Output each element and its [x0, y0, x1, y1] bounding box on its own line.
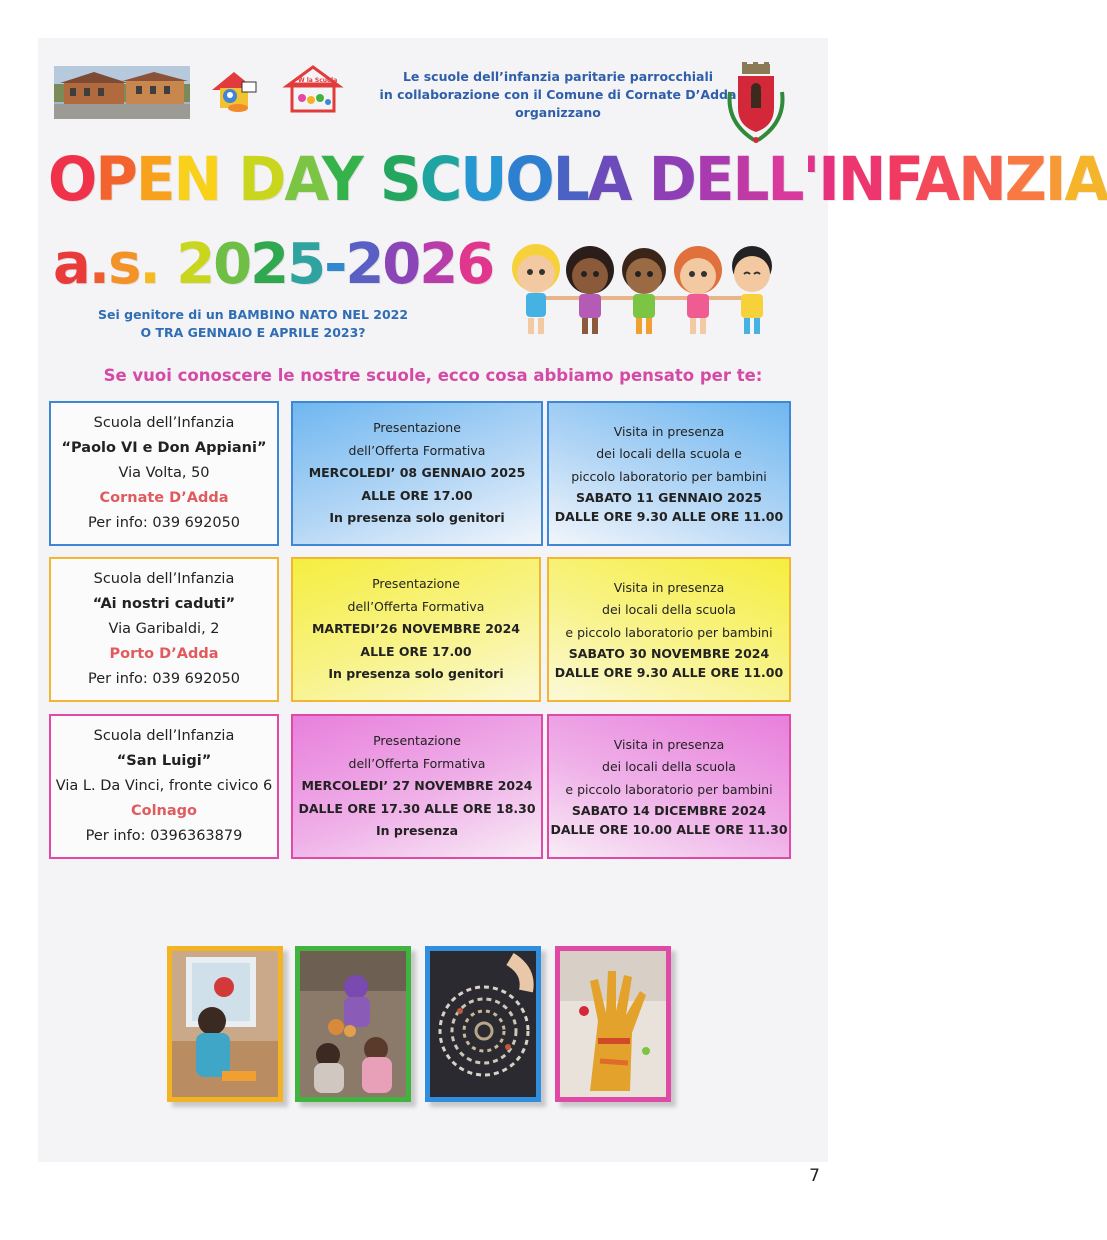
title-letter: S — [379, 143, 420, 215]
title-letter: A — [1064, 143, 1107, 215]
school-name: “San Luigi” — [116, 753, 212, 769]
title-letter: L — [552, 143, 588, 215]
header-text — [368, 68, 748, 122]
school-address: Via L. Da Vinci, fronte civico 6 — [55, 778, 273, 794]
event-time: DALLE ORE 10.00 ALLE ORE 11.30 — [550, 822, 788, 838]
presentation-box-ai-nostri-caduti — [291, 557, 541, 702]
event-line: dell’Offerta Formativa — [348, 755, 486, 771]
event-time: ALLE ORE 17.00 — [361, 487, 473, 503]
event-date: SABATO 30 NOVEMBRE 2024 — [568, 646, 770, 662]
event-line: dei locali della scuola e — [596, 446, 742, 462]
event-line: Presentazione — [372, 576, 460, 592]
event-note: In presenza solo genitori — [328, 666, 504, 682]
target-question — [98, 306, 408, 342]
year-letter: 2 — [345, 232, 383, 297]
title-letter: Y — [321, 143, 362, 215]
title-letter: P — [95, 143, 136, 215]
header-line: in collaborazione con il Comune di Cornate D’Adda — [379, 87, 737, 102]
school-address: Via Volta, 50 — [118, 465, 210, 481]
children-illustration — [500, 238, 790, 340]
title-letter: D — [238, 143, 285, 215]
title-letter — [362, 143, 380, 214]
event-line: Presentazione — [373, 420, 461, 436]
flyer-page — [38, 38, 1107, 1162]
logo-text: W la Scuola — [298, 77, 338, 84]
school-building-photo — [54, 66, 190, 119]
title-letter: ' — [802, 143, 819, 215]
year-letter: 0 — [213, 232, 251, 297]
year-letter: . — [139, 232, 159, 297]
school-info: Per info: 039 692050 — [87, 515, 241, 531]
year-letter — [159, 232, 177, 297]
event-line: Presentazione — [373, 733, 461, 749]
event-line: dei locali della scuola — [602, 602, 736, 618]
school-name: “Ai nostri caduti” — [92, 596, 236, 612]
page-number: 7 — [809, 1166, 820, 1186]
event-line: e piccolo laboratorio per bambini — [565, 781, 773, 797]
title-letter: L — [732, 143, 768, 215]
w-la-scuola-logo — [284, 64, 342, 114]
event-line: Visita in presenza — [613, 736, 725, 752]
title-letter: I — [818, 143, 838, 215]
event-line: e piccolo laboratorio per bambini — [565, 624, 773, 640]
question-line: Sei genitore di un BAMBINO NATO NEL 2022 — [98, 307, 409, 322]
title-letter: N — [837, 143, 885, 215]
title-letter: F — [884, 143, 916, 215]
event-date: MARTEDI’26 NOVEMBRE 2024 — [311, 621, 520, 637]
school-info: Per info: 039 692050 — [87, 671, 241, 687]
event-line: dell’Offerta Formativa — [347, 598, 485, 614]
school-info: Per info: 0396363879 — [85, 828, 243, 844]
intro-text: Se vuoi conoscere le nostre scuole, ecco cosa abbiamo pensato per te: — [103, 366, 763, 385]
event-time: DALLE ORE 9.30 ALLE ORE 11.00 — [554, 509, 784, 525]
title-letter — [631, 143, 649, 214]
school-box-san-luigi — [49, 714, 279, 859]
title-letter: A — [587, 143, 631, 215]
coat-of-arms — [724, 62, 788, 146]
school-address: Via Garibaldi, 2 — [108, 621, 220, 637]
event-line: piccolo laboratorio per bambini — [571, 468, 767, 484]
title-letter: E — [694, 143, 733, 215]
visit-box-ai-nostri-caduti — [547, 557, 791, 702]
painted-hand-photo — [555, 946, 671, 1102]
year-letter: 2 — [419, 232, 457, 297]
event-time: DALLE ORE 17.30 ALLE ORE 18.30 — [298, 800, 536, 816]
event-time: DALLE ORE 9.30 ALLE ORE 11.00 — [554, 665, 784, 681]
school-box-ai-nostri-caduti — [49, 557, 279, 702]
event-date: SABATO 14 DICEMBRE 2024 — [571, 803, 767, 819]
event-note: In presenza — [375, 823, 459, 839]
title-letter: U — [460, 143, 506, 215]
title-letter: Z — [1004, 143, 1045, 215]
question-line: O TRA GENNAIO E APRILE 2023? — [140, 325, 366, 340]
title-letter: E — [135, 143, 174, 215]
event-note: In presenza solo genitori — [329, 510, 505, 526]
children-playing-photo — [295, 946, 411, 1102]
year-letter: s — [108, 232, 140, 297]
school-title: Scuola dell’Infanzia — [93, 571, 235, 587]
title-letter: O — [505, 143, 553, 215]
visit-box-san-luigi — [547, 714, 791, 859]
title-letter — [220, 143, 238, 214]
title-letter: C — [419, 143, 461, 215]
title-letter: O — [48, 143, 96, 215]
year-letter: 2 — [176, 232, 214, 297]
mascot-logo — [208, 68, 260, 116]
child-painting-photo — [167, 946, 283, 1102]
year-letter: a — [53, 232, 89, 297]
school-title: Scuola dell’Infanzia — [93, 728, 235, 744]
event-date: MERCOLEDI’ 08 GENNAIO 2025 — [308, 465, 526, 481]
school-title: Scuola dell’Infanzia — [93, 415, 235, 431]
title-letter: D — [648, 143, 695, 215]
title-letter: N — [173, 143, 220, 215]
spiral-shells-photo — [425, 946, 541, 1102]
header-line: Le scuole dell’infanzia paritarie parrocchiali — [402, 69, 714, 84]
event-date: SABATO 11 GENNAIO 2025 — [576, 490, 762, 506]
title-letter: N — [958, 143, 1005, 215]
school-town: Cornate D’Adda — [99, 490, 229, 506]
presentation-box-paolo-vi — [291, 401, 543, 546]
title-letter: A — [284, 143, 322, 215]
year-letter: 2 — [250, 232, 288, 297]
visit-box-paolo-vi — [547, 401, 791, 546]
title-letter: I — [1044, 143, 1065, 215]
school-town: Porto D’Adda — [109, 646, 219, 662]
year-letter: . — [88, 232, 109, 297]
title-letter: L — [767, 143, 803, 215]
event-line: Visita in presenza — [613, 423, 725, 439]
title-letter: A — [915, 143, 959, 215]
school-name: “Paolo VI e Don Appiani” — [61, 440, 267, 456]
school-year-title — [53, 230, 493, 300]
school-town: Colnago — [130, 803, 198, 819]
school-box-paolo-vi — [49, 401, 279, 546]
presentation-box-san-luigi — [291, 714, 543, 859]
year-letter: 0 — [382, 232, 420, 297]
event-time: ALLE ORE 17.00 — [360, 643, 472, 659]
event-line: Visita in presenza — [613, 579, 725, 595]
year-letter: 6 — [456, 232, 494, 297]
year-letter: - — [324, 232, 346, 297]
event-date: MERCOLEDI’ 27 NOVEMBRE 2024 — [301, 778, 533, 794]
event-line: dell’Offerta Formativa — [348, 442, 486, 458]
year-letter: 5 — [287, 232, 325, 297]
header-line: organizzano — [515, 105, 601, 120]
open-day-title — [48, 142, 1107, 216]
event-line: dei locali della scuola — [602, 759, 736, 775]
